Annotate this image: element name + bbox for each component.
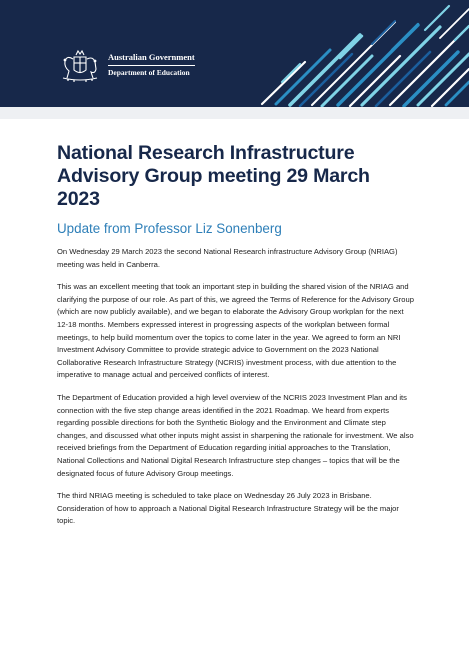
stripe-13 (418, 54, 469, 105)
paragraph-3: The Department of Education provided a high level overview of the NCRIS 2023 Investment Plan and its connection with the five step change areas identified in the 2021 Roadmap. We heard from experts regarding possible directions for both the Synthetic Biology and the Environment and Climate step changes, and discussed what other inputs might assist in sharpening the rationale for investment. We also received briefings from the Department of Education regarding initial approaches to the Translation, National Collections and National Digital Research Infrastructure step changes – topics that will be the designated focus of future Advisory Group meetings. (57, 392, 414, 478)
stripe-22 (282, 64, 300, 82)
stripe-15 (446, 82, 469, 105)
stripe-8 (350, 56, 400, 106)
stripe-19 (392, 24, 418, 50)
document-title: National Research Infrastructure Advisory Group meeting 29 March 2023 (57, 142, 370, 210)
paragraph-1: On Wednesday 29 March 2023 the second National Research infrastructure Advisory Group (NRIAG) meeting was held in Canberra. (57, 247, 398, 269)
body-text (57, 246, 415, 528)
stripe-20 (372, 21, 395, 44)
government-logo (56, 45, 195, 85)
commonwealth-coat-of-arms-icon (56, 45, 104, 85)
paragraph-2: This was an excellent meeting that took an important step in building the shared vision of the NRIAG and clarifying the purpose of our role. As part of this, we agreed the Terms of Reference for the Advisory Group (which are now publicly available), and we began to elaborate the Advisory Group workplan for the next 12-18 months. Members expressed interest in progressing aspects of the workplan between formal meetings, to help build momentum over the topics to come later in the year. We agreed to form an NRI Investment Advisory Committee to provide strategic advice to Government on the 2023 National Collaborative Research Infrastructure Strategy (NCRIS) investment process, with due attention to the imperative to manage actual and perceived conflicts of interest. (57, 282, 414, 380)
paragraph-4: The third NRIAG meeting is scheduled to take place on Wednesday 26 July 2023 in Brisbane. Consideration of how to approach a National Digital Research Infrastructure Strategy will be the major topic. (57, 491, 399, 526)
department-name: Department of Education (108, 68, 190, 77)
header-divider-band (0, 107, 469, 119)
stripe-12 (404, 52, 458, 106)
stripe-18 (425, 6, 449, 30)
document-subtitle: Update from Professor Liz Sonenberg (57, 221, 282, 236)
header-banner (0, 0, 469, 107)
stripe-17 (440, 9, 469, 38)
document-body (57, 142, 415, 538)
logo-text (108, 52, 195, 78)
government-name: Australian Government (108, 52, 195, 66)
stripe-16 (455, 26, 469, 40)
